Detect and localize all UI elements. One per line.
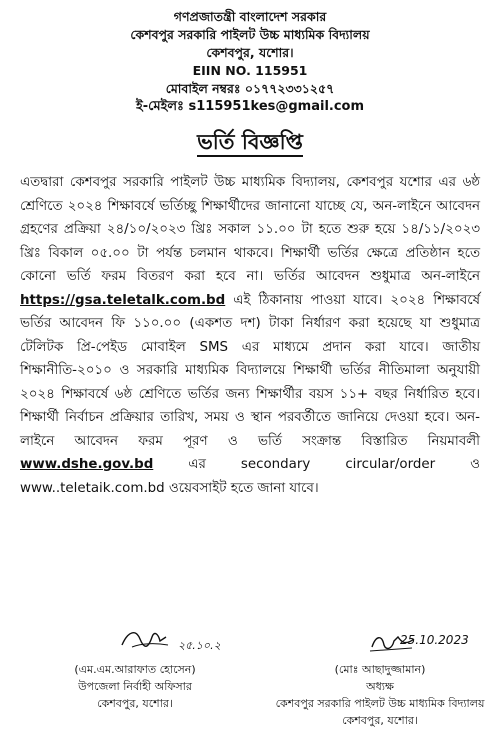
right-signature-date: 25.10.2023 (400, 633, 469, 647)
notice-title: ভর্তি বিজ্ঞপ্তি (197, 130, 303, 157)
right-signatory-designation: অধ্যক্ষ (366, 680, 394, 693)
body-text-part-1: এতদ্বারা কেশবপুর সরকারি পাইলট উচ্চ মাধ্যমিক বিদ্যালয়, কেশবপুর যশোর এর ৬ষ্ঠ শ্রেণিতে ২০২৪ শিক্ষাবর্ষে ভর্তিচ্ছু শিক্ষার্থীদের জানানো যাচ্ছে যে, অন-লাইনে আবেদন গ্রহণের প্রক্রিয়া ২৪/১০/২০২৩ খ্রিঃ সকাল ১১.০০ টা হতে শুরু হয়ে ১৪/১১/২০২৩ খ্রিঃ বিকাল ০৫.০০ টা পর্যন্ত চলমান থাকবে। শিক্ষার্থী ভর্তির ক্ষেত্রে প্রতিষ্ঠান হতে কোনো ভর্তি ফরম বিতরণ করা হবে না। ভর্তির আবেদন শুধুমাত্র অন-লাইনে (20, 175, 480, 284)
letterhead (0, 0, 500, 116)
signature-area (0, 625, 500, 756)
government-name: গণপ্রজাতন্ত্রী বাংলাদেশ সরকার (173, 9, 327, 24)
eiin-number: EIIN NO. 115951 (192, 63, 308, 78)
right-signatory-institution: কেশবপুর সরকারি পাইলট উচ্চ মাধ্যমিক বিদ্যালয় (275, 697, 485, 710)
body-text-part-2: এই ঠিকানায় পাওয়া যাবে। ২০২৪ শিক্ষাবর্ষে ভর্তির আবেদন ফি ১১০.০০ (একশত দশ) টাকা নির্ধারণ করা হয়েছে যা শুধুমাত্র টেলিটক প্রি-পেইড মোবাইল SMS এর মাধ্যমে প্রদান করা যাবে। জাতীয় শিক্ষানীতি-২০১০ ও সরকারি মাধ্যমিক বিদ্যালয়ে শিক্ষার্থী ভর্তির নীতিমালা অনুযায়ী ২০২৪ শিক্ষাবর্ষে ৬ষ্ঠ শ্রেণিতে ভর্তির জন্য শিক্ষার্থীর বয়স ১১+ বছর নির্ধারিত হবে। শিক্ষার্থী নির্বাচন প্রক্রিয়ার তারিখ, সময় ও স্থান পরবর্তীতে জানিয়ে দেওয়া হবে। অন-লাইনে আবেদন ফরম পূরণ ও ভর্তি সংক্রান্ত বিস্তারিত নিয়মাবলী (20, 292, 480, 449)
left-signature-date: ২৫.১০.২ (178, 639, 221, 652)
left-signatory-designation: উপজেলা নির্বাহী অফিসার (78, 680, 192, 693)
notice-body (20, 171, 480, 500)
notice-title-wrap (0, 126, 500, 161)
right-signatory-name: (মোঃ আছাদুজ্জামান) (334, 663, 426, 676)
dshe-link[interactable]: www.dshe.gov.bd (20, 457, 154, 472)
email-address: ই-মেইলঃ s115951kes@gmail.com (135, 99, 365, 114)
left-signatory-place: কেশবপুর, যশোর। (97, 697, 173, 710)
right-signature-block (270, 661, 490, 729)
mobile-number: মোবাইল নম্বরঃ ০১৭৭২৩৩১২৫৭ (165, 81, 335, 96)
school-name: কেশবপুর সরকারি পাইলট উচ্চ মাধ্যমিক বিদ্যালয় (130, 27, 370, 42)
school-location: কেশবপুর, যশোর। (206, 45, 294, 60)
left-signature-block (55, 661, 215, 712)
gsa-teletalk-link[interactable]: https://gsa.teletalk.com.bd (20, 292, 226, 308)
right-signatory-place: কেশবপুর, যশোর। (342, 714, 418, 727)
body-text-part-3: এর secondary circular/order ও www..teletaik.com.bd ওয়েবসাইট হতে জানা যাবে। (20, 457, 480, 496)
left-signatory-name: (এম.এম.আরাফাত হোসেন) (74, 663, 196, 676)
